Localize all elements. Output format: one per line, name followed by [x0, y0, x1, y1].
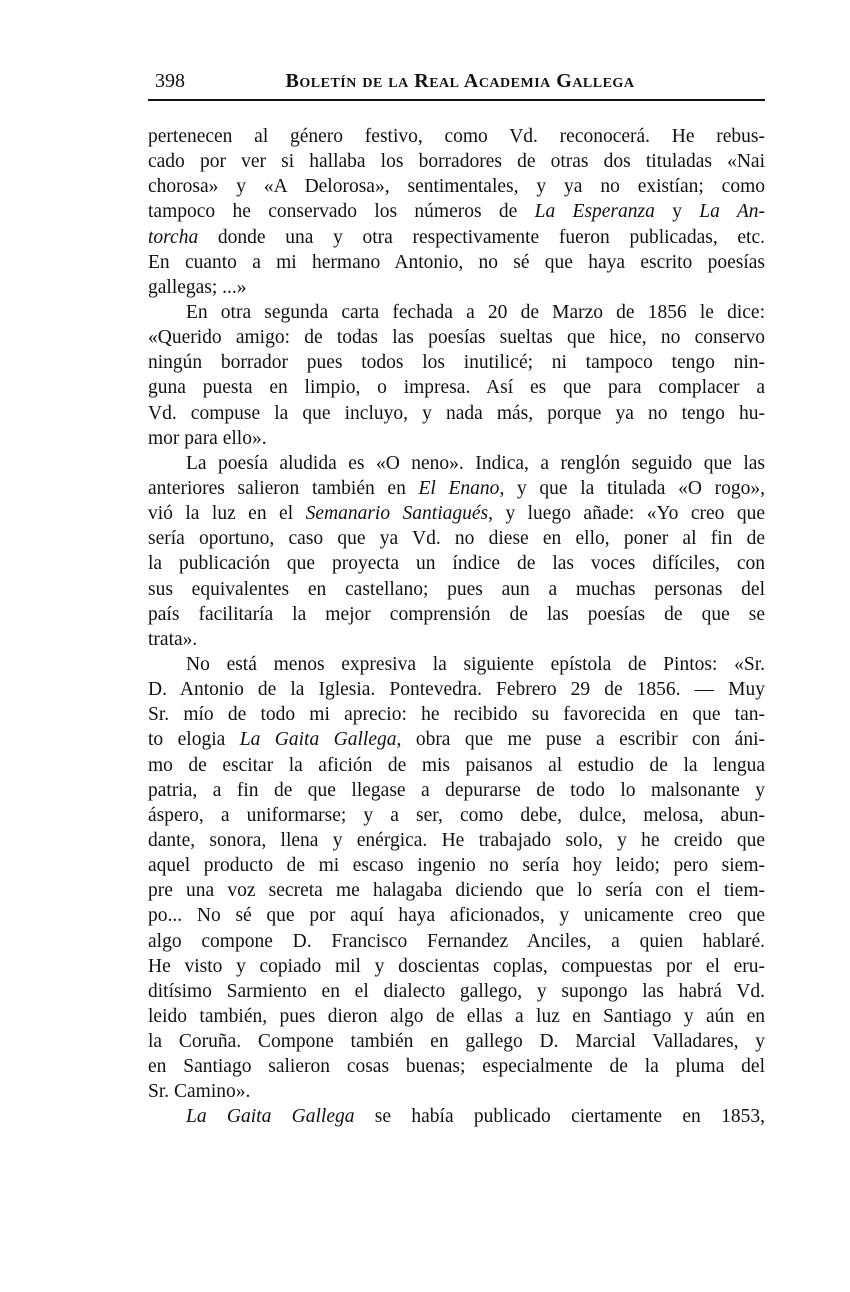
- text-segment: país facilitaría la mejor comprensión de las poesías de que se: [148, 603, 765, 625]
- text-segment: donde una y otra respectivamente fueron publicadas, etc.: [198, 226, 765, 248]
- text-segment: cado por ver si hallaba los borradores de otras dos tituladas «Nai: [148, 151, 765, 173]
- text-line: [148, 778, 765, 803]
- text-line: [148, 174, 765, 199]
- text-segment: y: [654, 201, 700, 223]
- text-segment: anteriores salieron también en: [148, 477, 419, 499]
- text-segment: po... No sé que por aquí haya aficionados, y unicamente creo que: [148, 905, 765, 927]
- text-segment: tampoco he conservado los números de: [148, 201, 535, 223]
- text-segment: Sr. mío de todo mi aprecio: he recibido su favorecida en que tan-: [148, 704, 765, 726]
- text-line: [148, 903, 765, 928]
- text-segment: algo compone D. Francisco Fernandez Anciles, a quien hablaré.: [148, 930, 765, 952]
- text-line: [148, 1054, 765, 1079]
- text-line: [148, 551, 765, 576]
- text-line: [148, 929, 765, 954]
- italic-title: La Esperanza: [534, 201, 655, 223]
- text-line: [148, 375, 765, 400]
- text-line: [148, 275, 765, 300]
- text-segment: gallegas; ...»: [148, 276, 247, 298]
- text-segment: Sr. Camino».: [148, 1081, 251, 1103]
- text-segment: He visto y copiado mil y doscientas coplas, compuestas por el eru-: [148, 955, 765, 977]
- text-segment: , y que la titulada «O rogo»,: [499, 477, 765, 499]
- text-segment: En cuanto a mi hermano Antonio, no sé que haya escrito poesías: [148, 251, 765, 273]
- italic-title: La Gaita Gallega: [186, 1106, 355, 1128]
- text-segment: trata».: [148, 628, 198, 650]
- text-line: [148, 954, 765, 979]
- text-segment: aquel producto de mi escaso ingenio no sería hoy leido; pero siem-: [148, 855, 765, 877]
- text-line: [148, 627, 765, 652]
- text-segment: dante, sonora, llena y enérgica. He trabajado solo, y he creido que: [148, 829, 765, 851]
- header-rule: [148, 99, 765, 101]
- italic-title: Semanario Santiagués: [305, 503, 489, 525]
- page-number: 398: [155, 70, 185, 92]
- text-line: [148, 702, 765, 727]
- text-segment: «Querido amigo: de todas las poesías sueltas que hice, no conservo: [148, 327, 765, 349]
- body-text: [148, 124, 765, 1130]
- text-line: [148, 803, 765, 828]
- text-segment: pre una voz secreta me halagaba diciendo que lo sería con el tiem-: [148, 880, 765, 902]
- text-segment: patria, a fin de que llegase a depurarse de todo lo malsonante y: [148, 779, 765, 801]
- text-segment: mor para ello».: [148, 427, 267, 449]
- text-line: [148, 199, 765, 224]
- text-segment: en Santiago salieron cosas buenas; especialmente de la pluma del: [148, 1056, 765, 1078]
- text-segment: No está menos expresiva la siguiente epístola de Pintos: «Sr.: [186, 653, 765, 675]
- text-line: [148, 426, 765, 451]
- text-line: [148, 401, 765, 426]
- text-line: [148, 828, 765, 853]
- text-line: [148, 476, 765, 501]
- text-line: [148, 225, 765, 250]
- text-line: [148, 677, 765, 702]
- text-line: [148, 1029, 765, 1054]
- text-line: [148, 577, 765, 602]
- text-segment: Vd. compuse la que incluyo, y nada más, porque ya no tengo hu-: [148, 402, 765, 424]
- text-line: [148, 1004, 765, 1029]
- text-line: [148, 501, 765, 526]
- italic-title: torcha: [148, 226, 199, 248]
- text-line: [148, 325, 765, 350]
- text-segment: mo de escitar la afición de mis paisanos al estudio de la lengua: [148, 754, 765, 776]
- text-segment: vió la luz en el: [148, 503, 306, 525]
- italic-title: La Gaita Gallega,: [239, 729, 402, 751]
- text-segment: la Coruña. Compone también en gallego D. Marcial Valladares, y: [148, 1031, 765, 1053]
- text-segment: D. Antonio de la Iglesia. Pontevedra. Febrero 29 de 1856. — Muy: [148, 679, 765, 701]
- text-segment: la publicación que proyecta un índice de las voces difíciles, con: [148, 553, 765, 575]
- text-segment: ningún borrador pues todos los inutilicé; ni tampoco tengo nin-: [148, 352, 765, 374]
- text-line: [148, 652, 765, 677]
- text-segment: sería oportuno, caso que ya Vd. no diese en ello, poner al fin de: [148, 528, 765, 550]
- text-line: [148, 149, 765, 174]
- italic-title: El Enano: [418, 477, 500, 499]
- text-segment: , y luego añade: «Yo creo que: [488, 503, 766, 525]
- text-segment: pertenecen al género festivo, como Vd. reconocerá. He rebus-: [148, 126, 765, 147]
- text-segment: to elogia: [148, 729, 240, 751]
- text-line: [148, 250, 765, 275]
- text-line: [148, 853, 765, 878]
- text-line: [148, 124, 765, 149]
- text-line: [148, 526, 765, 551]
- text-line: [148, 1079, 765, 1104]
- text-line: [148, 727, 765, 752]
- journal-title: Boletín de la Real Academia Gallega: [285, 70, 635, 92]
- italic-title: La An-: [699, 201, 766, 223]
- text-line: [148, 300, 765, 325]
- text-segment: La poesía aludida es «O neno». Indica, a renglón seguido que las: [186, 452, 765, 474]
- text-segment: áspero, a uniformarse; y a ser, como debe, dulce, melosa, abun-: [148, 804, 765, 826]
- text-segment: En otra segunda carta fechada a 20 de Marzo de 1856 le dice:: [186, 301, 765, 323]
- text-segment: chorosa» y «A Delorosa», sentimentales, y ya no existían; como: [148, 176, 765, 198]
- text-segment: ditísimo Sarmiento en el dialecto gallego, y supongo las habrá Vd.: [148, 980, 765, 1002]
- text-line: [148, 979, 765, 1004]
- text-segment: leido también, pues dieron algo de ellas a luz en Santiago y aún en: [148, 1005, 765, 1027]
- text-line: [148, 878, 765, 903]
- text-line: [148, 1104, 765, 1129]
- text-line: [148, 451, 765, 476]
- text-line: [148, 602, 765, 627]
- text-segment: se había publicado ciertamente en 1853,: [354, 1106, 765, 1128]
- text-line: [148, 753, 765, 778]
- text-segment: sus equivalentes en castellano; pues aun a muchas personas del: [148, 578, 765, 600]
- text-segment: obra que me puse a escribir con áni-: [401, 729, 765, 751]
- text-line: [148, 350, 765, 375]
- text-segment: guna puesta en limpio, o impresa. Así es que para complacer a: [148, 377, 765, 399]
